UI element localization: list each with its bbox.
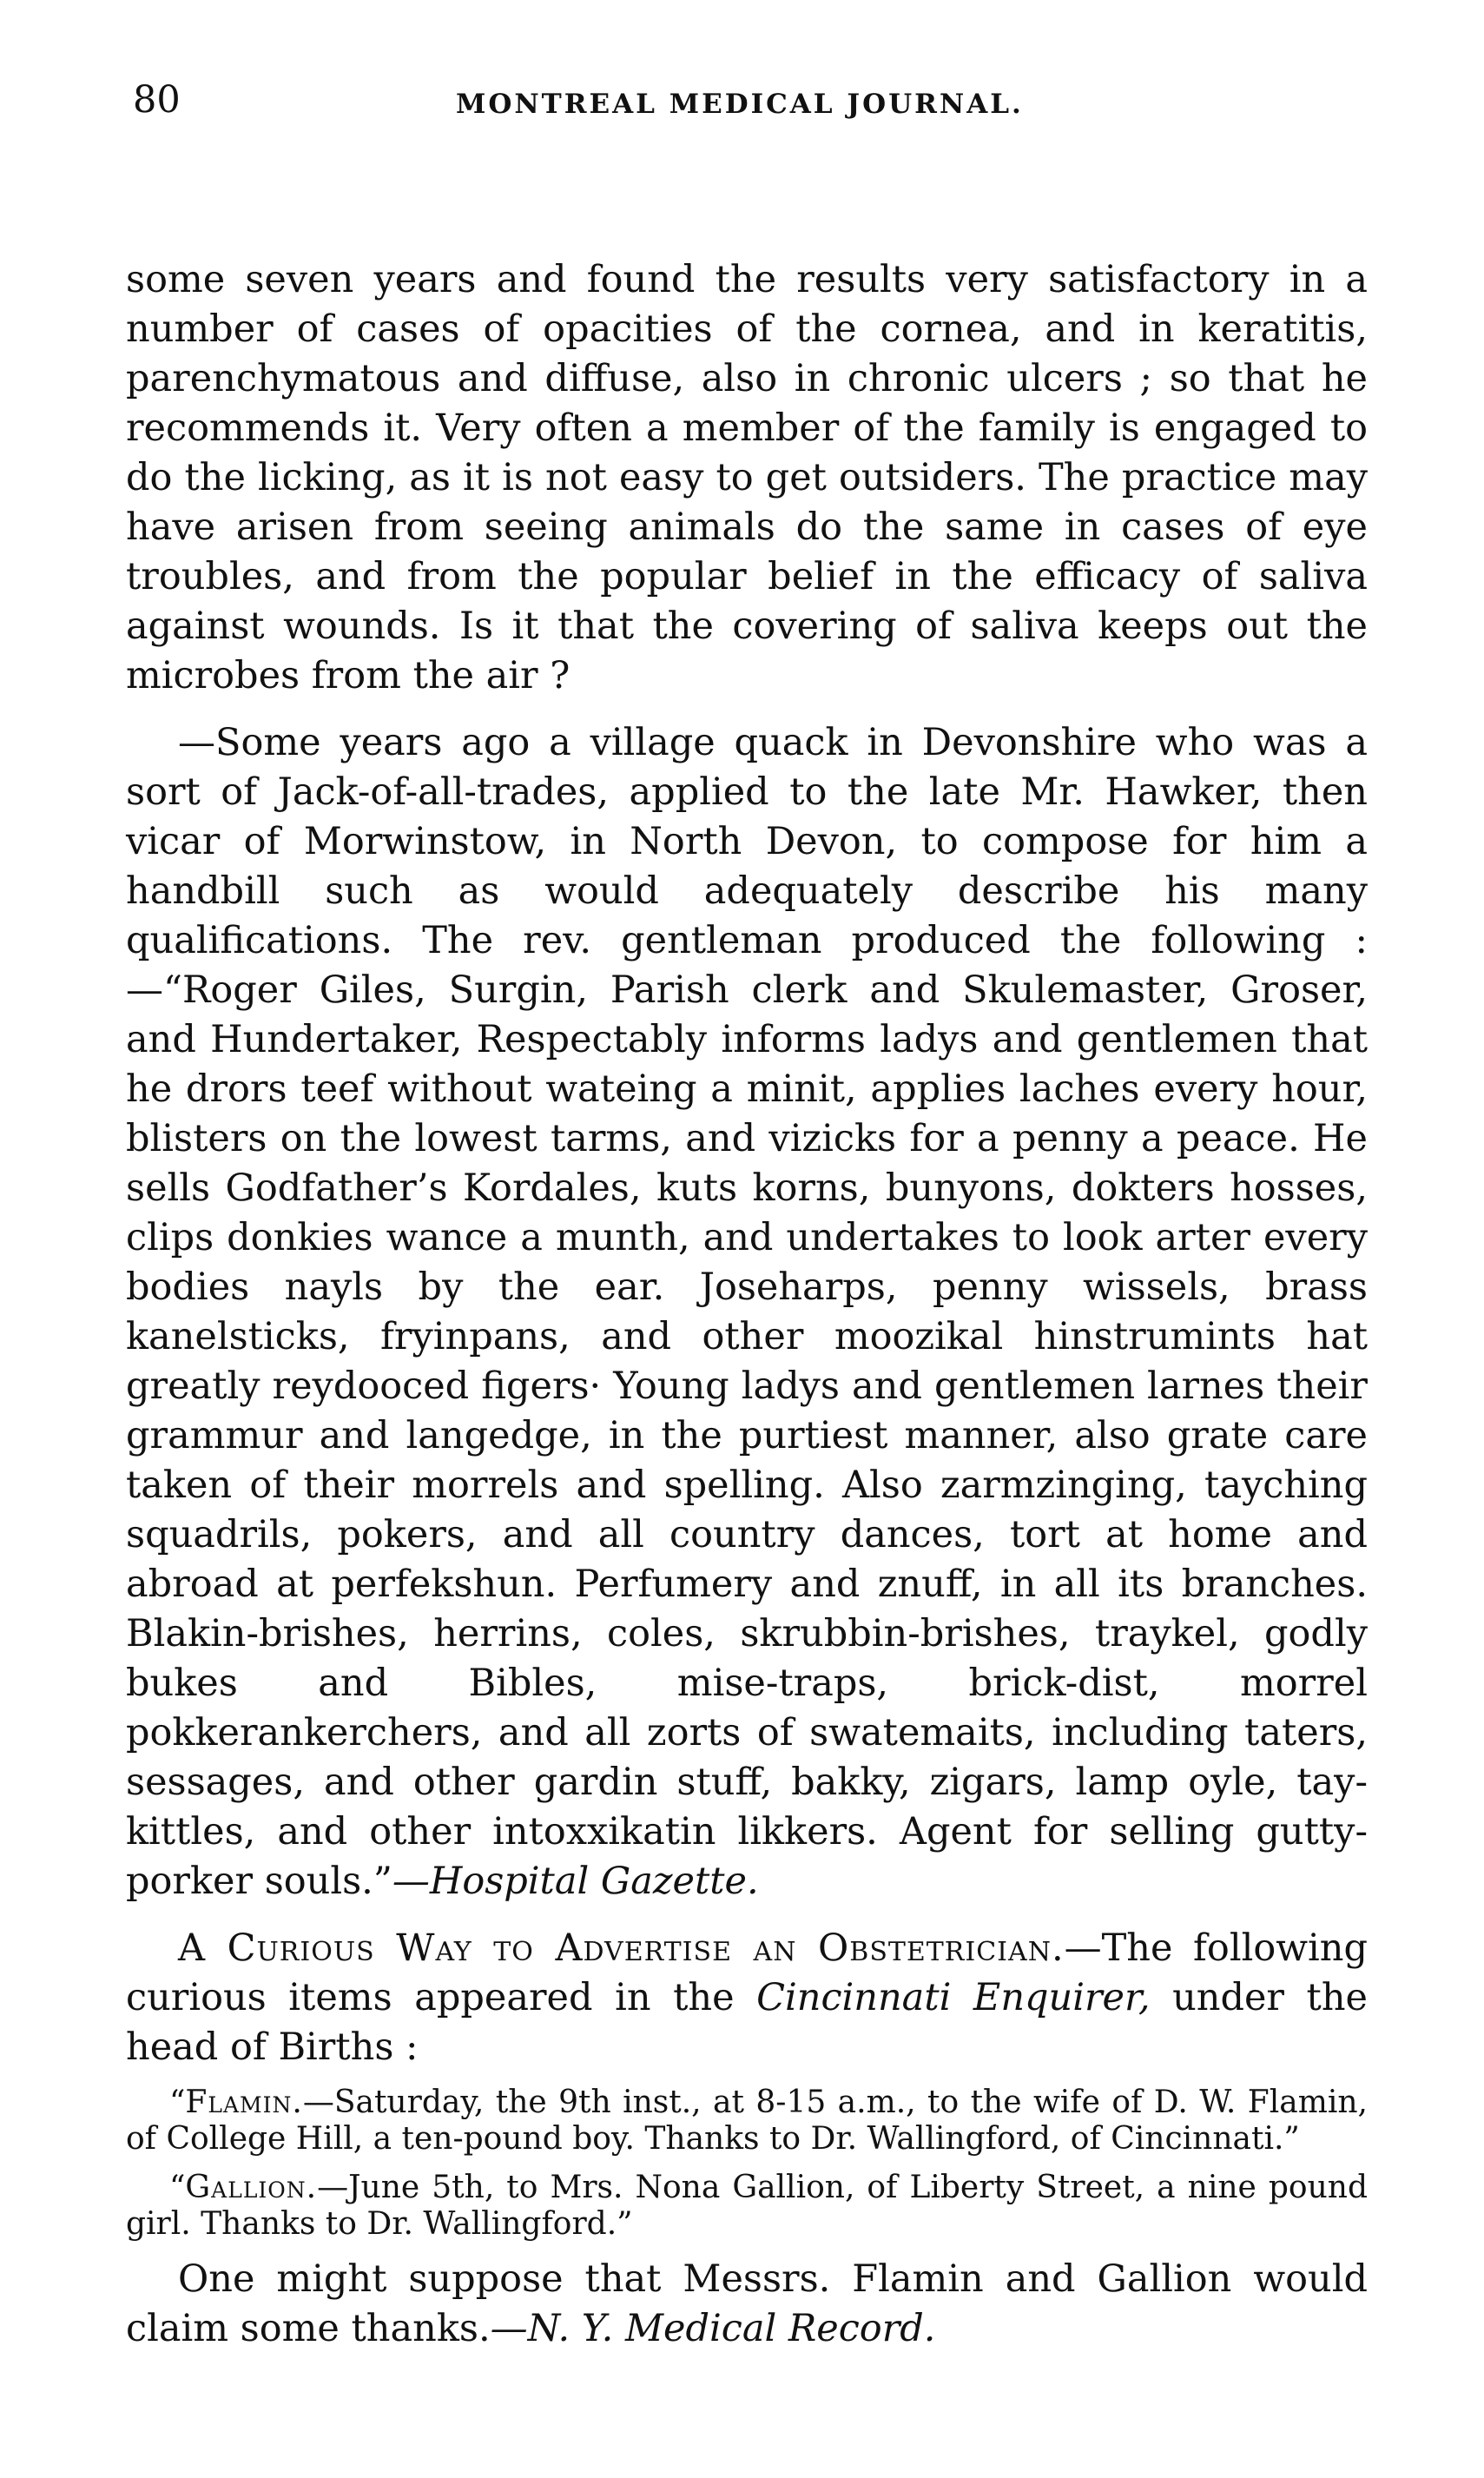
birth-notice-flamin: “Flamin.—Saturday, the 9th inst., at 8-15 a.m., to the wife of D. W. Flamin, of College Hill, a ten-pound boy. Thanks to Dr. Wallingford, of Cincinnati.” xyxy=(126,2085,1368,2157)
paragraph-eye-licking: some seven years and found the results very satisfactory in a number of cases of opacities of the cornea, and in keratitis, parenchymatous and diffuse, also in chronic ulcers ; so that he recommends it. Very often a member of the family is engaged to do the licking, as it is not easy to get outsiders. The practice may have arisen from seeing animals do the same in cases of eye troubles, and from the popular belief in the efficacy of saliva against wounds. Is it that the covering of saliva keeps out the microbes from the air ? xyxy=(126,258,1368,697)
paragraph-closing xyxy=(126,2255,1368,2354)
section-heading: A Curious Way to Advertise an Obstetrician. xyxy=(178,1926,1065,1970)
running-head xyxy=(126,80,1368,141)
birth-text-flamin: —Saturday, the 9th inst., at 8-15 a.m., to the wife of D. W. Flamin, of College Hill, a ten-pound boy. Thanks to Dr. Wallingford, of Cincinnati.” xyxy=(126,2085,1368,2157)
obstetrician-intro-end: under the head of Births : xyxy=(126,1976,1368,2069)
birth-notice-gallion: “Gallion.—June 5th, to Mrs. Nona Gallion, of Liberty Street, a nine pound girl. Thanks to Dr. Wallingford.” xyxy=(126,2170,1368,2242)
page-number: 80 xyxy=(133,78,181,122)
paragraph-village-quack xyxy=(126,718,1368,1906)
birth-name-flamin: Flamin. xyxy=(185,2085,303,2120)
closing-text: One might suppose that Messrs. Flamin and Gallion would claim some thanks. xyxy=(126,2257,1368,2350)
journal-title: MONTREAL MEDICAL JOURNAL. xyxy=(456,89,1024,120)
birth-name-gallion: Gallion. xyxy=(185,2170,318,2205)
birth-text-gallion: —June 5th, to Mrs. Nona Gallion, of Liberty Street, a nine pound girl. Thanks to Dr. Wallingford.” xyxy=(126,2170,1368,2242)
closing-source: —N. Y. Medical Record. xyxy=(490,2307,936,2350)
quack-source: —Hospital Gazette. xyxy=(392,1860,759,1903)
obstetrician-intro: —The following curious items appeared in the xyxy=(126,1926,1368,2019)
quack-handbill-text: —Some years ago a village quack in Devonshire who was a sort of Jack-of-all-trades, applied to the late Mr. Hawker, then vicar of Morwinstow, in North Devon, to compose for him a handbill such as would adequately describe his many qualifications. The rev. gentleman produced the following :—“Roger Giles, Surgin, Parish clerk and Skulemaster, Groser, and Hundertaker, Respectably informs ladys and gentlemen that he drors teef without wateing a minit, applies laches every hour, blisters on the lowest tarms, and vizicks for a penny a peace. He sells Godfather’s Kordales, kuts korns, bunyons, dokters hosses, clips donkies wance a munth, and undertakes to look arter every bodies nayls by the ear. Joseharps, penny wissels, brass kanelsticks, fryinpans, and other moozikal hinstrumints hat greatly reydooced figers· Young ladys and gentlemen larnes their grammur and langedge, in the purtiest manner, also grate care taken of their morrels and spelling. Also zarmzinging, tayching squadrils, pokers, and all country dances, tort at home and abroad at perfekshun. Perfumery and znuff, in all its branches. Blakin-brishes, herrins, coles, skrubbin-brishes, traykel, godly bukes and Bibles, mise-traps, brick-dist, morrel pokkerankerchers, and all zorts of swatemaits, including taters, sessages, and other gardin stuff, bakky, zigars, lamp oyle, tay-kittles, and other intoxxikatin likkers. Agent for selling gutty-porker souls.” xyxy=(126,721,1368,1903)
journal-page xyxy=(126,80,1368,2354)
paragraph-obstetrician xyxy=(126,1924,1368,2072)
article-body xyxy=(126,255,1368,2354)
newspaper-name: Cincinnati Enquirer, xyxy=(756,1976,1151,2019)
